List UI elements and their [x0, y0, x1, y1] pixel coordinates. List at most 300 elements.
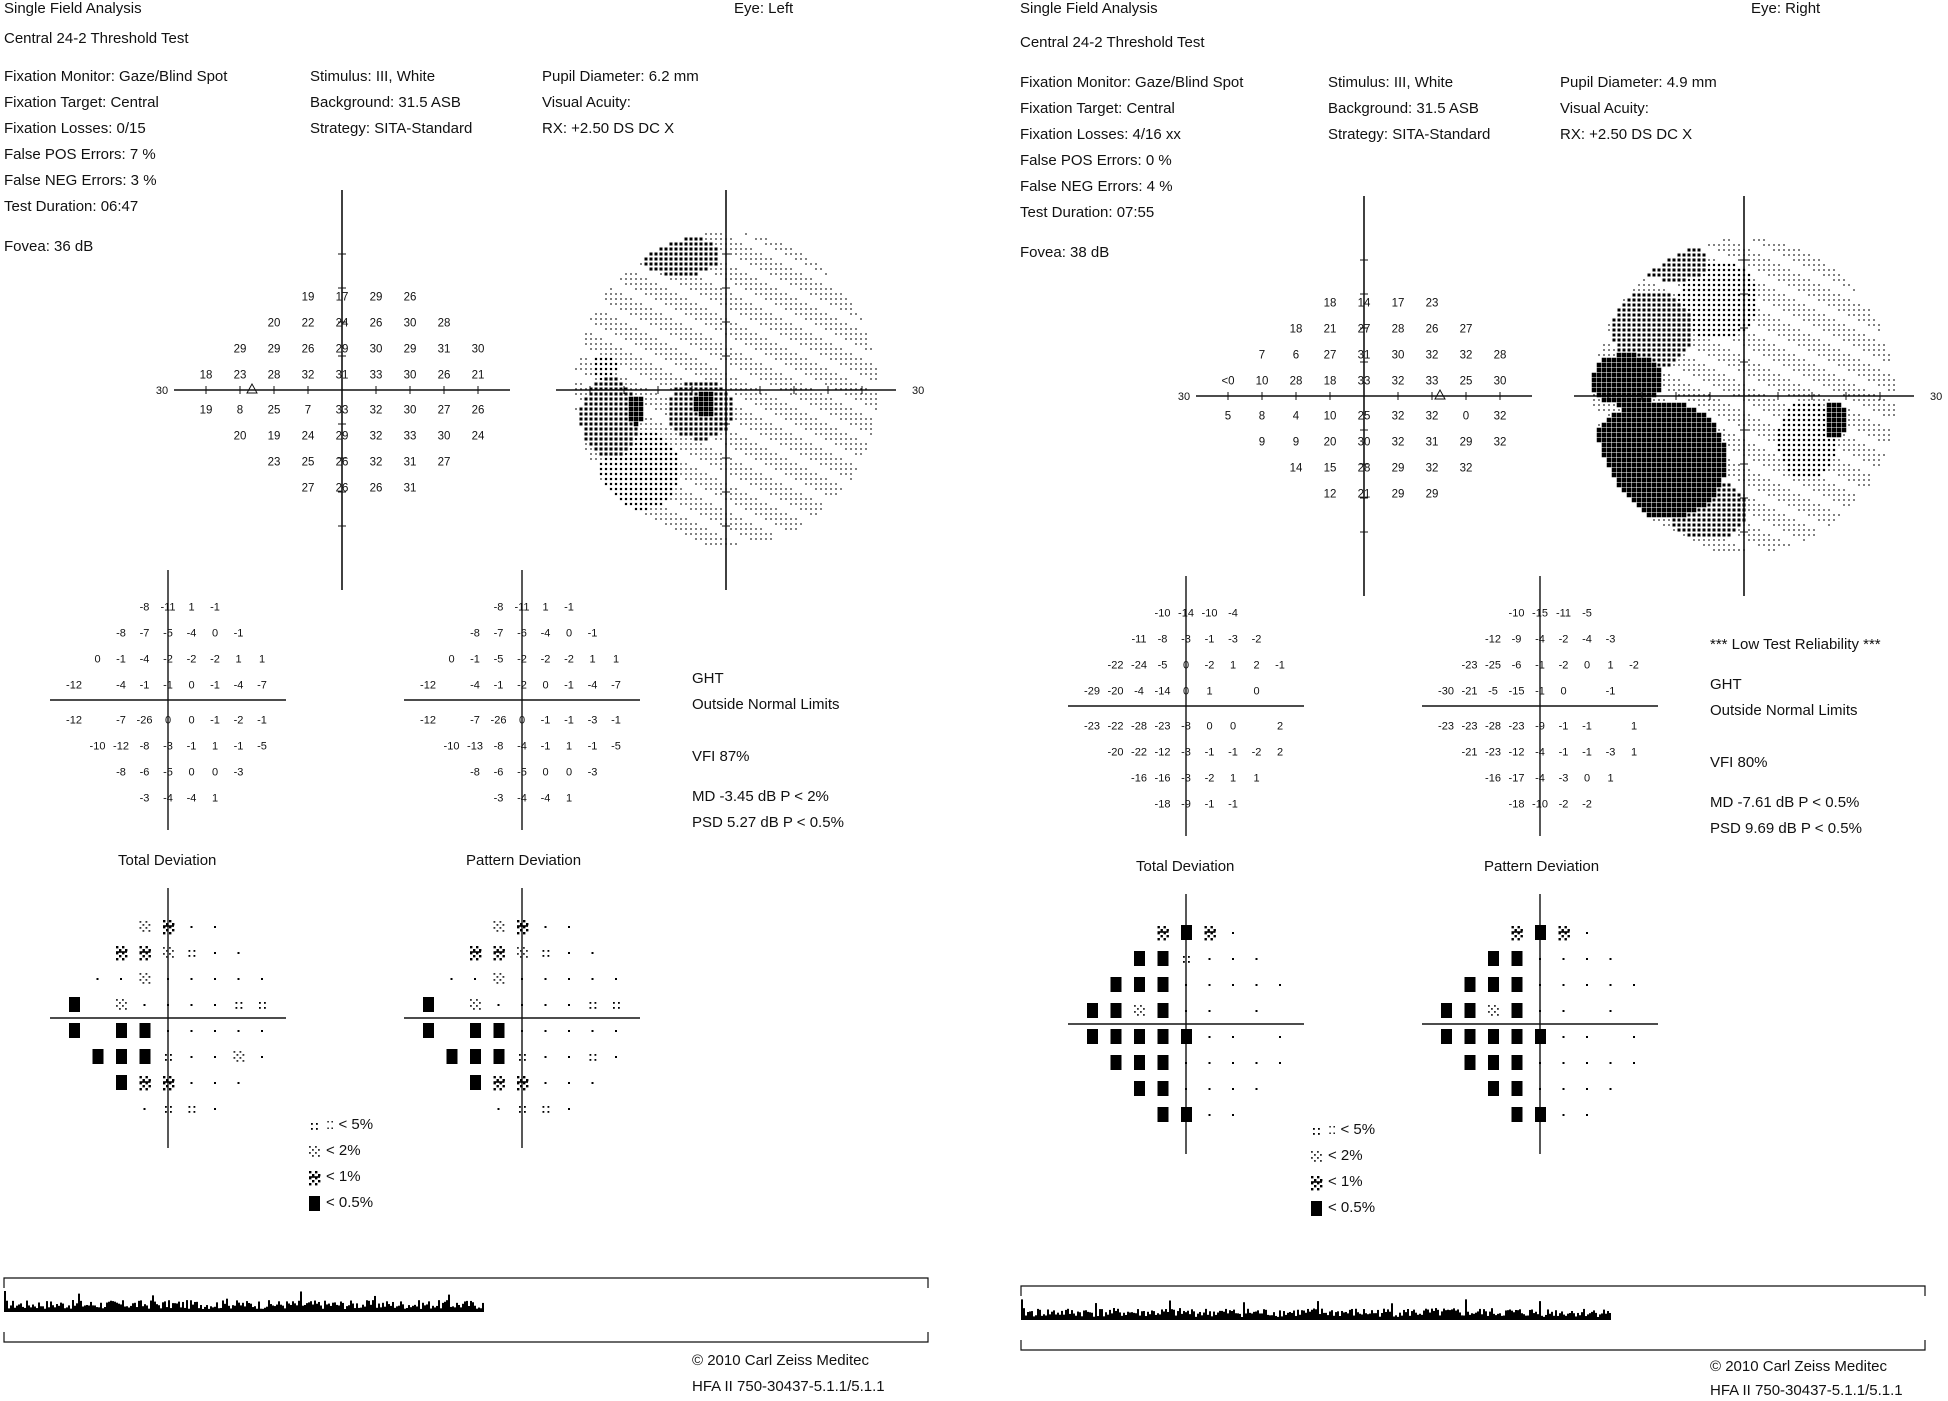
gray-dot	[800, 358, 801, 359]
gray-dot	[1613, 404, 1614, 405]
gray-dot	[1868, 404, 1869, 405]
gray-dot	[1648, 274, 1651, 277]
gray-dot	[655, 253, 658, 256]
gray-dot	[655, 263, 658, 266]
strip-bar	[408, 1305, 410, 1312]
gray-dot	[710, 378, 711, 379]
gray-dot	[1703, 274, 1705, 276]
gray-dot	[1798, 314, 1799, 315]
gray-dot	[639, 402, 644, 407]
gray-dot	[745, 343, 746, 344]
strip-bar	[190, 1300, 192, 1312]
gray-dot	[1693, 339, 1694, 340]
gray-dot	[665, 293, 666, 294]
gray-dot	[805, 363, 806, 364]
gray-dot	[1628, 319, 1631, 322]
total-deviation-value: -11	[160, 601, 176, 614]
gray-dot	[1733, 284, 1735, 286]
gray-dot	[1702, 413, 1707, 418]
gray-dot	[850, 308, 851, 309]
p1-dot	[122, 958, 124, 960]
gray-dot	[1703, 284, 1705, 286]
gray-dot	[835, 468, 836, 469]
gray-dot	[1677, 463, 1682, 468]
gray-dot	[640, 463, 642, 465]
gray-dot	[660, 448, 662, 450]
gray-dot	[1853, 364, 1854, 365]
gray-dot	[634, 417, 639, 422]
gray-dot	[595, 418, 598, 421]
gray-dot	[1728, 379, 1729, 380]
legend-5pct: :: < 5%	[326, 1116, 374, 1133]
gray-dot	[1673, 364, 1674, 365]
gray-dot	[605, 453, 608, 456]
gray-dot	[705, 508, 706, 509]
total-deviation-value: 0	[94, 653, 101, 666]
gray-dot	[1698, 264, 1701, 267]
gray-dot	[1708, 409, 1709, 410]
gray-dot	[1818, 404, 1820, 406]
info-strategy: Strategy: SITA-Standard	[1328, 126, 1491, 143]
gray-dot	[600, 363, 602, 365]
gray-dot	[765, 488, 766, 489]
gray-dot	[1853, 469, 1854, 470]
gray-dot	[1753, 319, 1754, 320]
gray-dot	[1748, 274, 1750, 276]
gray-dot	[665, 448, 667, 450]
gray-dot	[1863, 369, 1864, 370]
axis-label-left: 30	[1177, 391, 1191, 403]
gray-dot	[1788, 419, 1790, 421]
gray-dot	[835, 483, 836, 484]
gray-dot	[855, 413, 856, 414]
gray-dot	[1828, 359, 1829, 360]
gray-dot	[620, 498, 622, 500]
gray-dot	[775, 518, 776, 519]
gray-dot	[700, 288, 701, 289]
gray-dot	[780, 493, 781, 494]
gray-dot	[705, 263, 708, 266]
gray-dot	[630, 463, 632, 465]
gray-dot	[640, 338, 641, 339]
gray-dot	[830, 348, 831, 349]
gray-dot	[1837, 408, 1842, 413]
p1-dot	[520, 1085, 522, 1087]
gray-dot	[790, 298, 791, 299]
gray-dot	[775, 458, 776, 459]
gray-dot	[810, 308, 811, 309]
threshold-value: 31	[403, 482, 417, 495]
gray-dot	[1733, 379, 1734, 380]
strip-bar	[274, 1306, 276, 1312]
gray-dot	[1647, 428, 1652, 433]
gray-dot	[680, 433, 683, 436]
gray-dot	[1803, 344, 1804, 345]
test-name: Central 24-2 Threshold Test	[1020, 34, 1205, 51]
gray-dot	[1763, 404, 1764, 405]
gray-dot	[639, 417, 644, 422]
gray-dot	[1602, 388, 1607, 393]
gray-dot	[680, 498, 681, 499]
gray-dot	[1808, 364, 1809, 365]
gray-dot	[1893, 414, 1894, 415]
gray-dot	[715, 298, 716, 299]
gray-dot	[830, 383, 831, 384]
gray-dot	[835, 373, 836, 374]
gray-dot	[1642, 458, 1647, 463]
gray-dot	[805, 313, 806, 314]
p2-dot	[125, 1008, 127, 1010]
gray-dot	[1647, 433, 1652, 438]
gray-dot	[1823, 329, 1824, 330]
gray-dot	[1832, 423, 1837, 428]
gray-dot	[830, 288, 831, 289]
strip-bar	[200, 1305, 202, 1312]
gray-dot	[1683, 339, 1686, 342]
gray-dot	[795, 253, 796, 254]
gray-dot	[790, 488, 791, 489]
gray-dot	[1662, 413, 1667, 418]
gray-dot	[1682, 408, 1687, 413]
gray-dot	[1743, 399, 1744, 400]
gray-dot	[1768, 354, 1769, 355]
p2-dot	[122, 1005, 124, 1007]
gray-dot	[1838, 349, 1839, 350]
gray-dot	[720, 538, 721, 539]
gray-dot	[704, 402, 709, 407]
strip-bar	[6, 1301, 8, 1312]
strip-bar	[56, 1304, 58, 1312]
gray-dot	[1878, 404, 1879, 405]
strip-bar	[128, 1308, 130, 1312]
strip-bar	[360, 1308, 362, 1312]
gray-dot	[1637, 448, 1642, 453]
gray-dot	[1843, 379, 1844, 380]
threshold-value: 27	[437, 404, 451, 417]
gray-dot	[1878, 454, 1879, 455]
gray-dot	[670, 333, 671, 334]
gray-dot	[1878, 399, 1879, 400]
gray-dot	[1748, 369, 1749, 370]
gray-dot	[1823, 429, 1825, 431]
gray-dot	[685, 498, 686, 499]
gray-dot	[1697, 458, 1702, 463]
gray-dot	[780, 248, 781, 249]
gray-dot	[1612, 438, 1617, 443]
p1-dot	[503, 1085, 505, 1087]
p1-dot	[517, 1076, 519, 1078]
strip-bar	[400, 1301, 402, 1312]
gray-dot	[710, 313, 711, 314]
gray-dot	[820, 313, 821, 314]
gray-dot	[1637, 423, 1642, 428]
gray-dot	[715, 423, 718, 426]
gray-dot	[755, 368, 756, 369]
gray-dot	[680, 528, 681, 529]
gray-dot	[595, 443, 598, 446]
gray-dot	[1708, 294, 1710, 296]
gray-dot	[1798, 469, 1800, 471]
gray-dot	[715, 458, 716, 459]
gray-dot	[1638, 309, 1641, 312]
pattern-prob-symbol-normal	[615, 1030, 617, 1032]
gray-dot	[1652, 363, 1657, 368]
threshold-value: 26	[335, 456, 349, 469]
strip-bar	[292, 1301, 294, 1312]
gray-dot	[745, 423, 746, 424]
gray-dot	[1793, 384, 1794, 385]
total-deviation-value: -1	[139, 679, 150, 692]
gray-dot	[690, 428, 693, 431]
gray-dot	[1803, 414, 1805, 416]
gray-dot	[1693, 334, 1694, 335]
pattern-deviation-value: -11	[514, 601, 530, 614]
gray-dot	[1718, 244, 1719, 245]
gray-dot	[1808, 404, 1810, 406]
gray-dot	[620, 453, 623, 456]
strip-bar	[8, 1308, 10, 1312]
p1-dot	[476, 958, 478, 960]
gray-dot	[1773, 264, 1774, 265]
gray-dot	[1843, 334, 1844, 335]
gray-dot	[745, 448, 746, 449]
gray-dot	[1627, 408, 1632, 413]
threshold-value: <0	[1221, 375, 1235, 388]
gray-dot	[695, 393, 698, 396]
gray-dot	[1873, 409, 1874, 410]
gray-dot	[705, 448, 706, 449]
gray-dot	[620, 478, 622, 480]
gray-dot	[1682, 453, 1687, 458]
gray-dot	[1838, 279, 1839, 280]
gray-dot	[1818, 459, 1820, 461]
threshold-value: 28	[1357, 462, 1371, 475]
gray-dot	[695, 333, 696, 334]
gray-dot	[760, 373, 761, 374]
gray-dot	[1678, 339, 1681, 342]
gray-dot	[1743, 299, 1745, 301]
gray-dot	[660, 268, 663, 271]
gray-dot	[1708, 274, 1710, 276]
gray-dot	[805, 498, 806, 499]
gray-dot	[1632, 473, 1637, 478]
gray-dot	[1848, 449, 1849, 450]
gray-dot	[655, 398, 656, 399]
gray-dot	[1803, 469, 1805, 471]
gray-dot	[725, 413, 728, 416]
gray-dot	[780, 403, 781, 404]
gray-dot	[725, 543, 726, 544]
gray-dot	[700, 313, 701, 314]
gray-dot	[720, 488, 721, 489]
total-prob-symbol-normal	[167, 1004, 169, 1006]
gray-dot	[685, 518, 686, 519]
gray-dot	[1838, 364, 1839, 365]
gray-dot	[1793, 254, 1794, 255]
gray-dot	[1608, 349, 1609, 350]
gray-dot	[625, 323, 626, 324]
gray-dot	[1893, 384, 1894, 385]
strip-bar	[436, 1306, 438, 1312]
gray-dot	[580, 398, 581, 399]
gray-dot	[605, 448, 608, 451]
gray-dot	[785, 248, 786, 249]
copyright: © 2010 Carl Zeiss Meditec	[692, 1352, 869, 1369]
gray-dot	[690, 438, 691, 439]
gray-dot	[730, 303, 731, 304]
gray-dot	[660, 343, 661, 344]
gray-dot	[1642, 468, 1647, 473]
gray-dot	[605, 463, 607, 465]
gray-dot	[1723, 269, 1725, 271]
gray-dot	[700, 453, 701, 454]
gray-dot	[1773, 399, 1774, 400]
gray-dot	[615, 463, 617, 465]
gray-dot	[655, 258, 658, 261]
gray-dot	[620, 353, 621, 354]
gray-dot	[615, 413, 618, 416]
gray-dot	[670, 378, 671, 379]
gray-dot	[595, 413, 598, 416]
strip-bar	[266, 1307, 268, 1312]
gray-dot	[1653, 329, 1656, 332]
gray-dot	[1703, 254, 1706, 257]
gray-dot	[1647, 458, 1652, 463]
strip-bar	[216, 1302, 218, 1312]
gray-dot	[855, 343, 856, 344]
gray-dot	[790, 278, 791, 279]
total-deviation-value: -26	[136, 714, 153, 727]
gray-dot	[1693, 319, 1695, 321]
threshold-value: 27	[1323, 349, 1337, 362]
total-deviation-value: -4	[186, 792, 197, 805]
gray-dot	[775, 403, 776, 404]
gray-dot	[810, 473, 811, 474]
gray-dot	[825, 433, 826, 434]
gray-dot	[770, 298, 771, 299]
gray-dot	[615, 453, 618, 456]
threshold-value: 15	[1323, 462, 1337, 475]
gray-dot	[820, 403, 821, 404]
gray-dot	[1688, 394, 1689, 395]
gray-dot	[620, 403, 623, 406]
gray-dot	[600, 393, 603, 396]
gray-dot	[1893, 409, 1894, 410]
gray-dot	[645, 388, 646, 389]
gray-dot	[1698, 269, 1701, 272]
gray-dot	[730, 473, 731, 474]
gray-dot	[1848, 364, 1849, 365]
fovea-value: Fovea: 36 dB	[4, 238, 94, 255]
p1-dot	[146, 958, 148, 960]
gray-dot	[800, 328, 801, 329]
pattern-deviation-value: -7	[611, 679, 621, 692]
strip-bar	[14, 1308, 16, 1312]
gray-dot	[1728, 474, 1729, 475]
p5-dot	[316, 1123, 318, 1125]
pattern-deviation-value: -2	[517, 653, 527, 666]
gray-dot	[1597, 383, 1602, 388]
gray-dot	[1622, 363, 1627, 368]
gray-dot	[580, 388, 581, 389]
gray-dot	[1828, 304, 1829, 305]
gray-dot	[675, 413, 678, 416]
gray-dot	[1678, 269, 1681, 272]
gray-dot	[1693, 254, 1696, 257]
gray-dot	[720, 348, 721, 349]
gray-dot	[1858, 374, 1859, 375]
gray-dot	[1677, 433, 1682, 438]
gray-dot	[1758, 379, 1759, 380]
p2-dot	[163, 947, 165, 949]
gray-dot	[1673, 344, 1676, 347]
gray-dot	[700, 263, 703, 266]
gray-dot	[1723, 414, 1724, 415]
gray-dot	[700, 338, 701, 339]
gray-dot	[830, 353, 831, 354]
gray-dot	[1607, 383, 1612, 388]
total-deviation-value: -4	[233, 679, 244, 692]
gray-dot	[850, 418, 851, 419]
pattern-deviation-value: -1	[493, 679, 504, 692]
gray-dot	[1667, 443, 1672, 448]
gray-dot	[800, 473, 801, 474]
gray-dot	[1627, 473, 1632, 478]
gray-dot	[1662, 468, 1667, 473]
gray-dot	[1632, 458, 1637, 463]
gray-dot	[1833, 299, 1834, 300]
gray-dot	[795, 518, 796, 519]
gray-dot	[760, 458, 761, 459]
gray-dot	[755, 318, 756, 319]
gray-dot	[710, 418, 713, 421]
gray-dot	[725, 398, 728, 401]
gray-dot	[695, 413, 698, 416]
threshold-value: 9	[1258, 436, 1266, 449]
gray-dot	[1813, 269, 1814, 270]
gray-dot	[1808, 334, 1809, 335]
gray-dot	[680, 413, 683, 416]
gray-dot	[725, 403, 728, 406]
total-prob-symbol-p05	[140, 1049, 151, 1064]
gray-dot	[845, 443, 846, 444]
gray-dot	[1633, 294, 1636, 297]
gray-dot	[1608, 329, 1609, 330]
gray-dot	[710, 353, 711, 354]
gray-dot	[1858, 319, 1859, 320]
gray-dot	[855, 393, 856, 394]
gray-dot	[1713, 354, 1714, 355]
gray-dot	[1668, 259, 1671, 262]
gray-dot	[750, 343, 751, 344]
gray-dot	[760, 403, 761, 404]
gray-dot	[750, 338, 751, 339]
pattern-deviation-value: -3	[587, 766, 598, 779]
strip-bar	[372, 1300, 374, 1312]
gray-dot	[665, 248, 668, 251]
gray-dot	[1733, 414, 1734, 415]
gray-dot	[615, 293, 616, 294]
gray-dot	[720, 353, 721, 354]
strip-bar	[120, 1304, 122, 1312]
gray-dot	[690, 528, 691, 529]
gray-dot	[1688, 329, 1691, 332]
gray-dot	[1713, 334, 1715, 336]
strip-bar	[444, 1302, 446, 1312]
gray-dot	[735, 528, 736, 529]
gray-dot	[710, 318, 711, 319]
gray-dot	[670, 438, 671, 439]
